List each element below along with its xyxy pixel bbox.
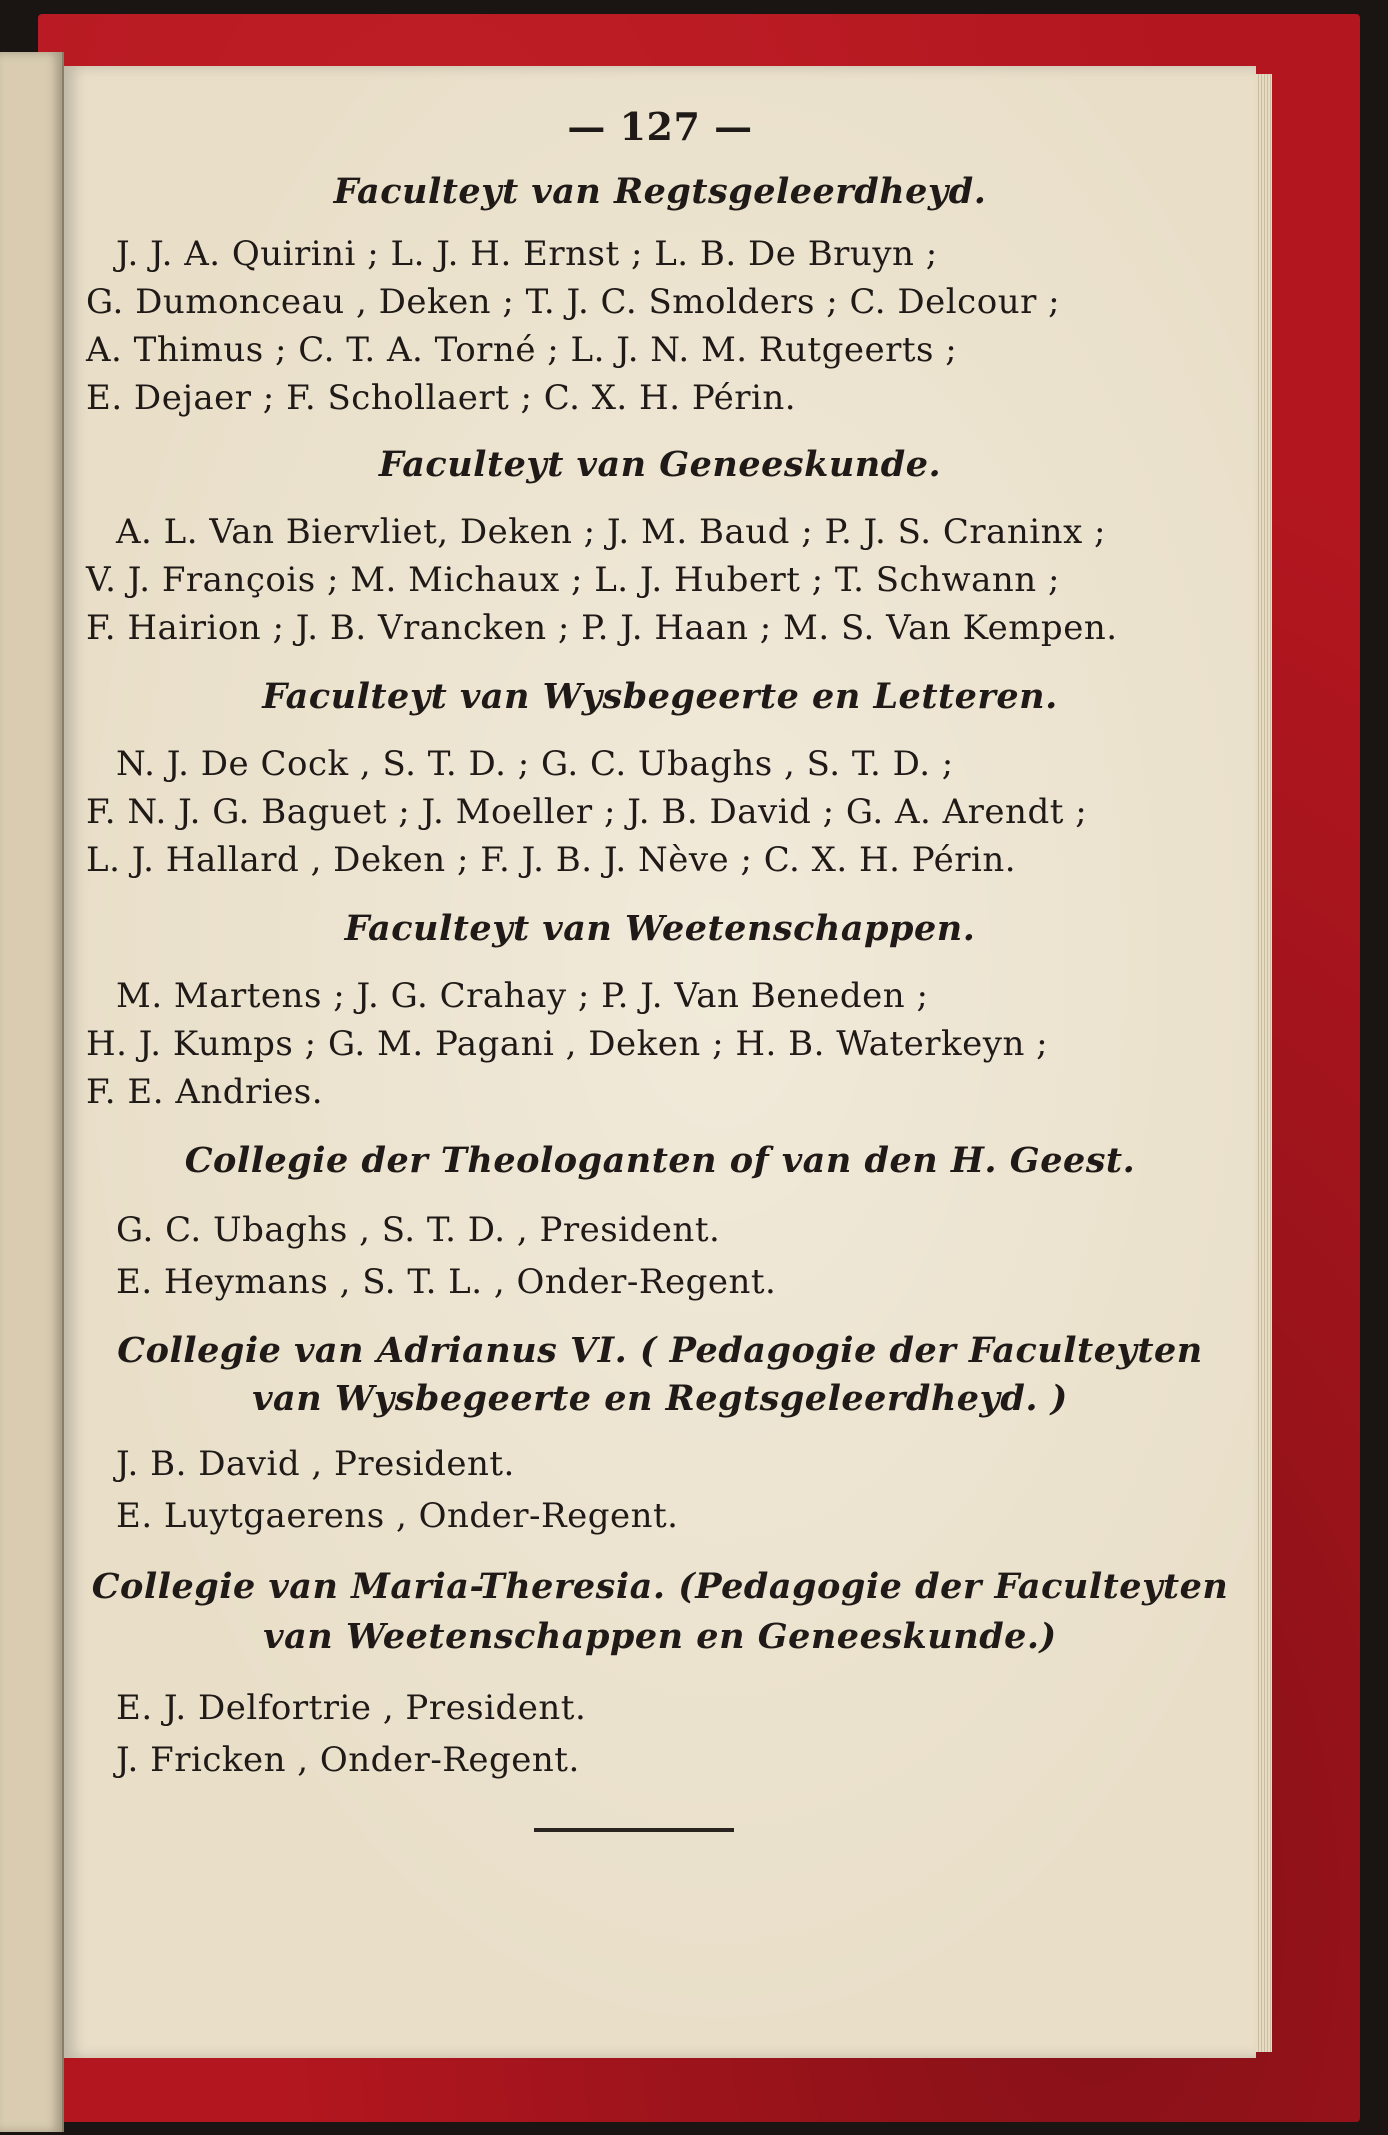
text-line: H. J. Kumps ; G. M. Pagani , Deken ; H. B. Waterkeyn ; xyxy=(86,1024,1049,1064)
text-line: G. C. Ubaghs , S. T. D. , President. xyxy=(116,1210,721,1250)
page-stack-edge xyxy=(1256,74,1272,2052)
text-line: A. Thimus ; C. T. A. Torné ; L. J. N. M. Rutgeerts ; xyxy=(86,330,958,370)
text-line: F. Hairion ; J. B. Vrancken ; P. J. Haan ; M. S. Van Kempen. xyxy=(86,608,1118,648)
previous-page-edge xyxy=(0,52,64,2132)
closing-rule xyxy=(534,1828,734,1832)
page-number: — 127 — xyxy=(567,104,753,149)
text-line: F. N. J. G. Baguet ; J. Moeller ; J. B. David ; G. A. Arendt ; xyxy=(86,792,1088,832)
text-line: M. Martens ; J. G. Crahay ; P. J. Van Beneden ; xyxy=(116,976,929,1016)
text-line: J. J. A. Quirini ; L. J. H. Ernst ; L. B. De Bruyn ; xyxy=(116,234,938,274)
text-line: L. J. Hallard , Deken ; F. J. B. J. Nève ; C. X. H. Périn. xyxy=(86,840,1017,880)
text-line: E. Luytgaerens , Onder-Regent. xyxy=(116,1496,679,1536)
section-heading: Collegie der Theologanten of van den H. Geest. xyxy=(184,1140,1136,1181)
section-heading: Faculteyt van Weetenschappen. xyxy=(344,908,976,949)
text-line: E. J. Delfortrie , President. xyxy=(116,1688,587,1728)
section-heading: Faculteyt van Wysbegeerte en Letteren. xyxy=(262,676,1058,717)
text-line: J. B. David , President. xyxy=(116,1444,515,1484)
section-heading: Collegie van Maria-Theresia. (Pedagogie der Faculteyten xyxy=(91,1566,1229,1607)
page-text xyxy=(64,66,1256,2058)
text-line: V. J. François ; M. Michaux ; L. J. Hubert ; T. Schwann ; xyxy=(86,560,1060,600)
section-heading: Faculteyt van Regtsgeleerdheyd. xyxy=(333,171,987,212)
text-line: F. E. Andries. xyxy=(86,1072,324,1112)
text-line: J. Fricken , Onder-Regent. xyxy=(116,1740,580,1780)
text-line: A. L. Van Biervliet, Deken ; J. M. Baud ; P. J. S. Craninx ; xyxy=(116,512,1107,552)
section-heading-continued: van Wysbegeerte en Regtsgeleerdheyd. ) xyxy=(252,1378,1068,1419)
text-line: E. Dejaer ; F. Schollaert ; C. X. H. Périn. xyxy=(86,378,797,418)
text-line: G. Dumonceau , Deken ; T. J. C. Smolders ; C. Delcour ; xyxy=(86,282,1061,322)
text-line: E. Heymans , S. T. L. , Onder-Regent. xyxy=(116,1262,777,1302)
text-line: N. J. De Cock , S. T. D. ; G. C. Ubaghs , S. T. D. ; xyxy=(116,744,954,784)
section-heading: Collegie van Adrianus VI. ( Pedagogie der Faculteyten xyxy=(117,1330,1203,1371)
section-heading-continued: van Weetenschappen en Geneeskunde.) xyxy=(263,1616,1057,1657)
section-heading: Faculteyt van Geneeskunde. xyxy=(378,444,942,485)
